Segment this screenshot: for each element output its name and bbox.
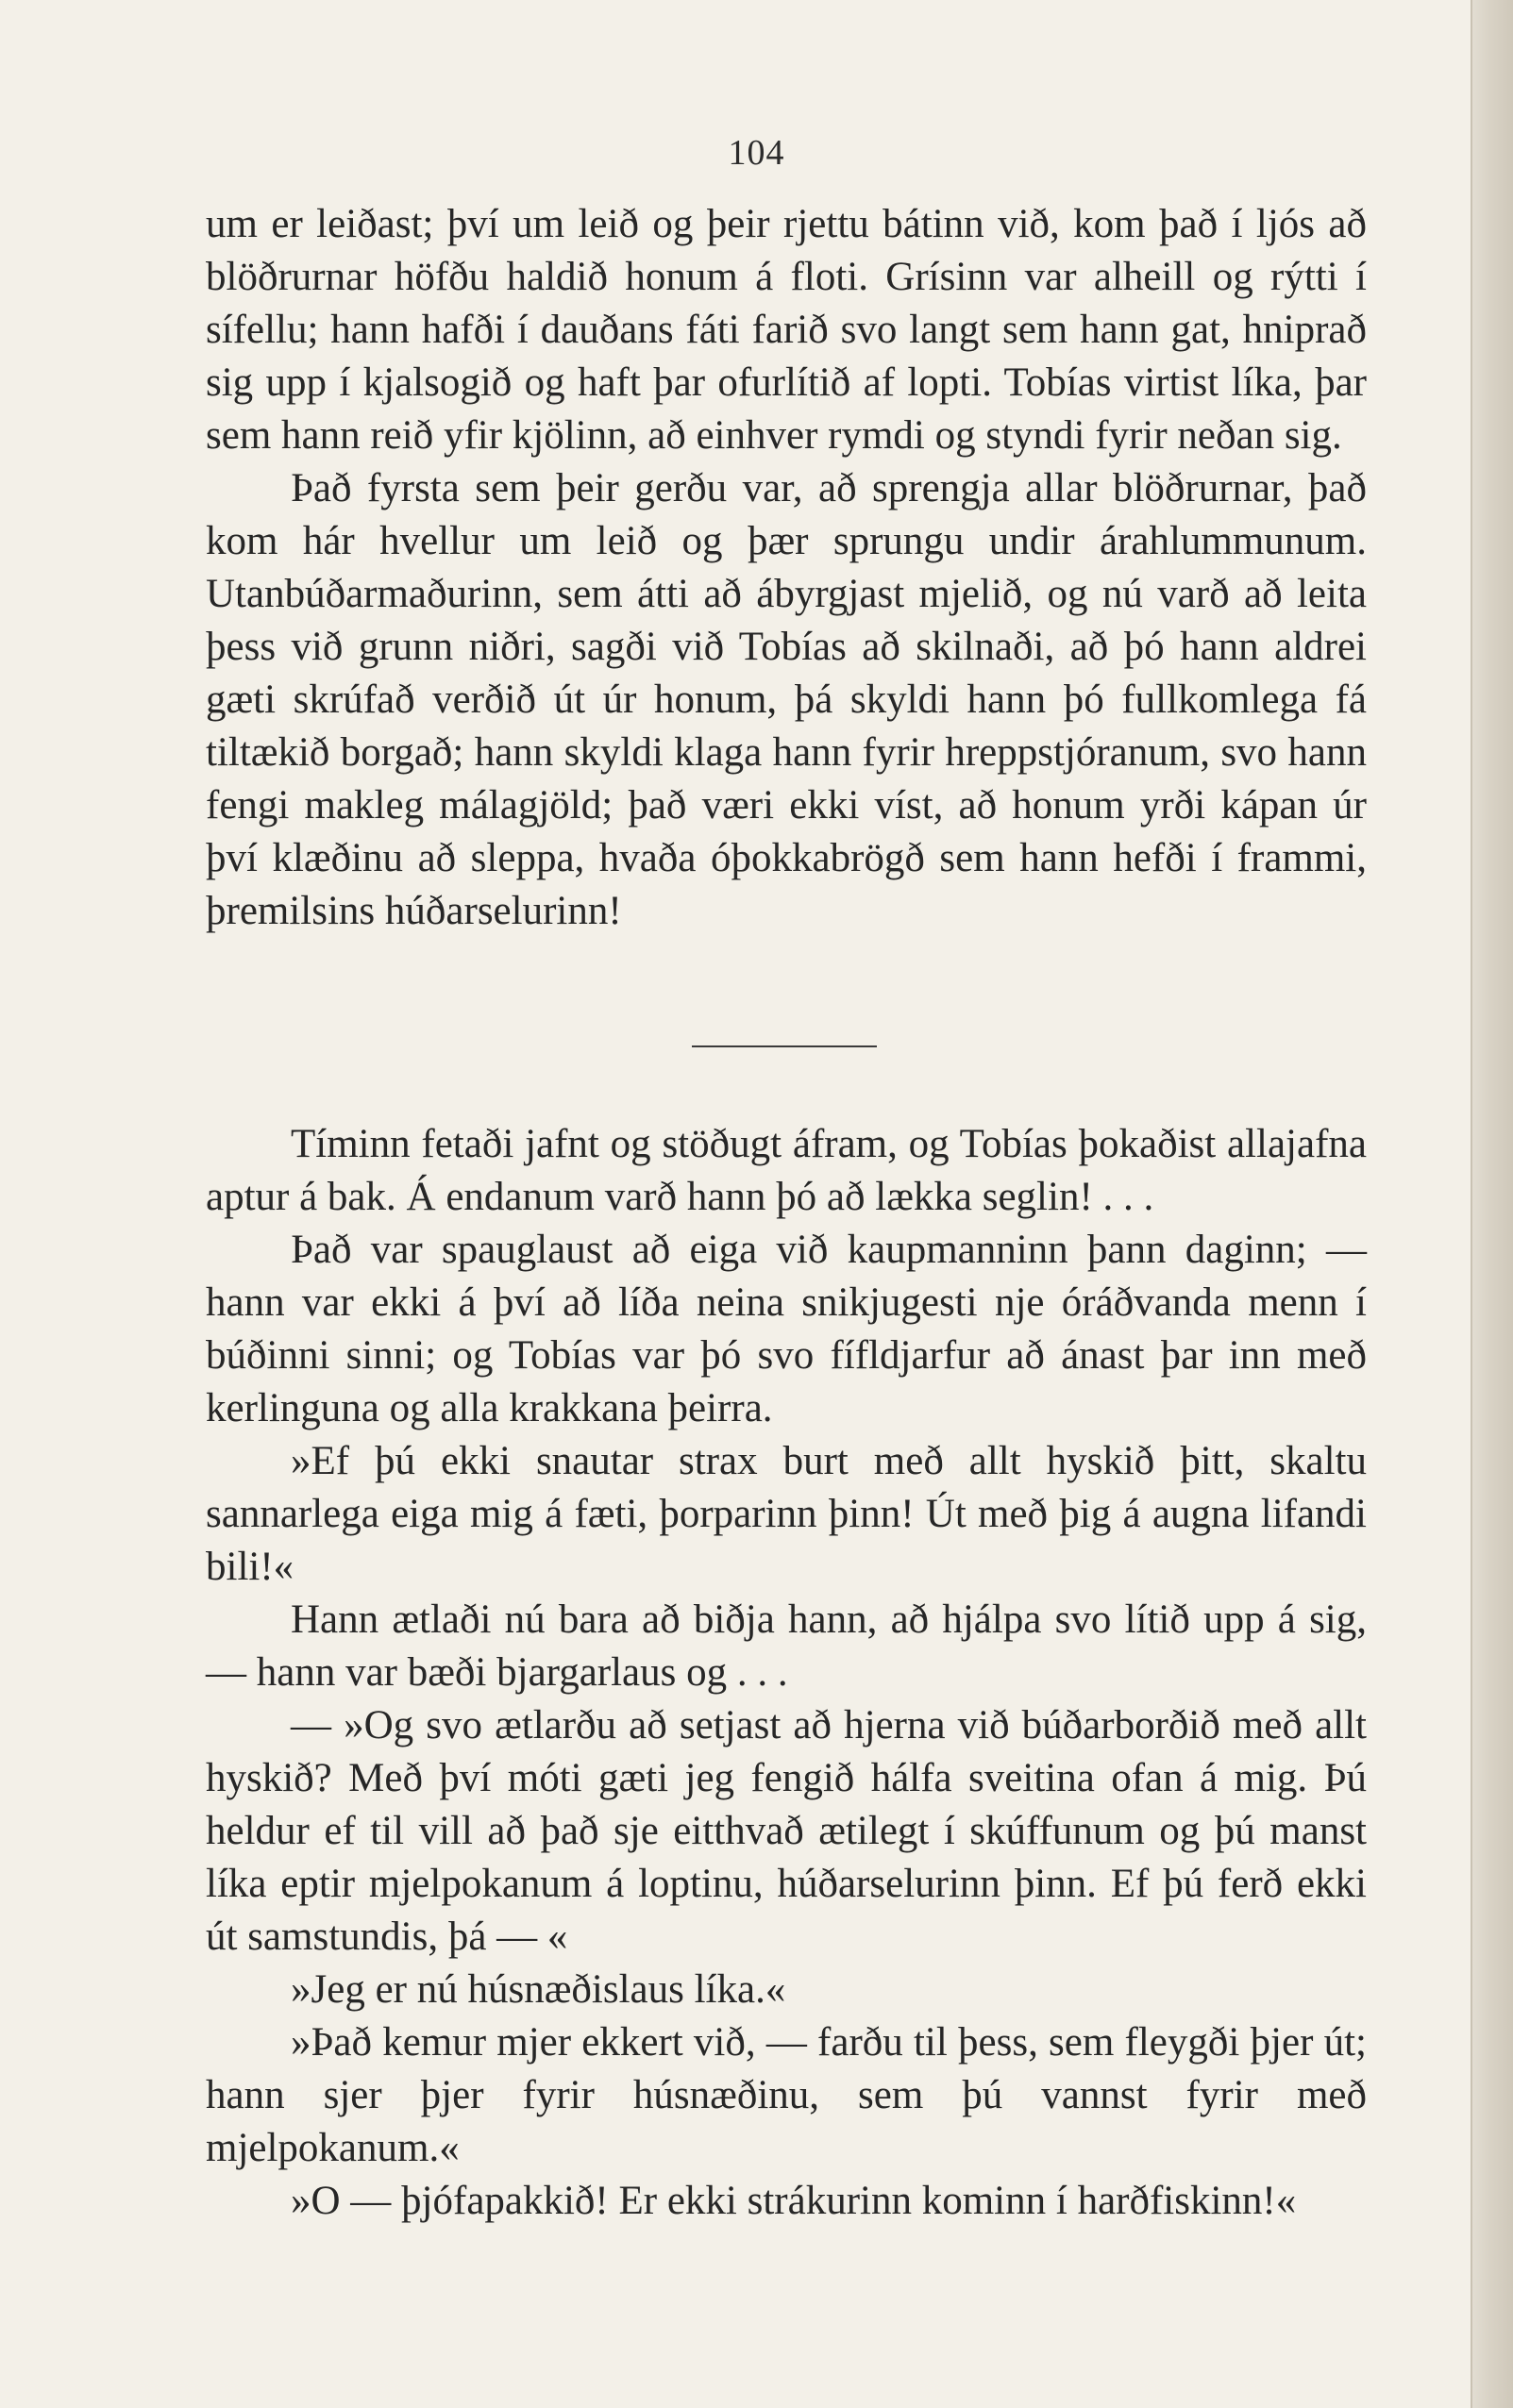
section-divider xyxy=(692,1045,877,1047)
paragraph: »Jeg er nú húsnæðislaus líka.« xyxy=(291,1967,786,2012)
paragraph: »O — þjófapakkið! Er ekki strákurinn kominn í harðfiskinn!« xyxy=(291,2179,1297,2223)
page-edge xyxy=(1471,0,1513,2408)
text-section-1 xyxy=(206,198,1367,938)
paragraph: um er leiðast; því um leið og þeir rjettu bátinn við, kom það í ljós að blöðrurnar höfðu haldið honum á floti. Grísinn var alheill og rýtti í sífellu; hann hafði í dauðans fáti farið svo langt sem hann gat, hniprað sig upp í kjalsogið og haft þar ofurlítið af lopti. Tobías virtist líka, þar sem hann reið yfir kjölinn, að einhver rymdi og styndi fyrir neðan sig. xyxy=(206,202,1367,458)
paragraph: — »Og svo ætlarðu að setjast að hjerna við búðarborðið með allt hyskið? Með því móti gæti jeg fengið hálfa sveitina ofan á mig. Þú heldur ef til vill að það sje eitthvað ætilegt í skúffunum og þú manst líka eptir mjelpokanum á loptinu, húðarselurinn þinn. Ef þú ferð ekki út samstundis, þá — « xyxy=(206,1703,1367,1959)
paragraph: Hann ætlaði nú bara að biðja hann, að hjálpa svo lítið upp á sig, — hann var bæði bjargarlaus og . . . xyxy=(206,1597,1367,1695)
paragraph: Tíminn fetaði jafnt og stöðugt áfram, og Tobías þokaðist allajafna aptur á bak. Á endanum varð hann þó að lækka seglin! . . . xyxy=(206,1122,1367,1219)
paragraph: Það var spauglaust að eiga við kaupmanninn þann daginn; — hann var ekki á því að líða neina snikjugesti nje óráðvanda menn í búðinni sinni; og Tobías var þó svo fífldjarfur að ánast þar inn með kerlinguna og alla krakkana þeirra. xyxy=(206,1228,1367,1430)
page-number: 104 xyxy=(728,133,785,173)
paragraph: »Ef þú ekki snautar strax burt með allt hyskið þitt, skaltu sannarlega eiga mig á fæti, þorparinn þinn! Út með þig á augna lifandi bili!« xyxy=(206,1439,1367,1589)
paragraph: Það fyrsta sem þeir gerðu var, að sprengja allar blöðrurnar, það kom hár hvellur um leið og þær sprungu undir árahlummunum. Utanbúðarmaðurinn, sem átti að ábyrgjast mjelið, og nú varð að leita þess við grunn niðri, sagði við Tobías að skilnaði, að þó hann aldrei gæti skrúfað verðið út úr honum, þá skyldi hann þó fullkomlega fá tiltækið borgað; hann skyldi klaga hann fyrir hreppstjóranum, svo hann fengi makleg málagjöld; það væri ekki víst, að honum yrði kápan úr því klæðinu að sleppa, hvaða óþokkabrögð sem hann hefði í frammi, þremilsins húðarselurinn! xyxy=(206,466,1367,933)
text-section-2 xyxy=(206,1118,1367,2228)
paragraph: »Það kemur mjer ekkert við, — farðu til þess, sem fleygði þjer út; hann sjer þjer fyrir húsnæðinu, sem þú vannst fyrir með mjelpokanum.« xyxy=(206,2020,1367,2170)
